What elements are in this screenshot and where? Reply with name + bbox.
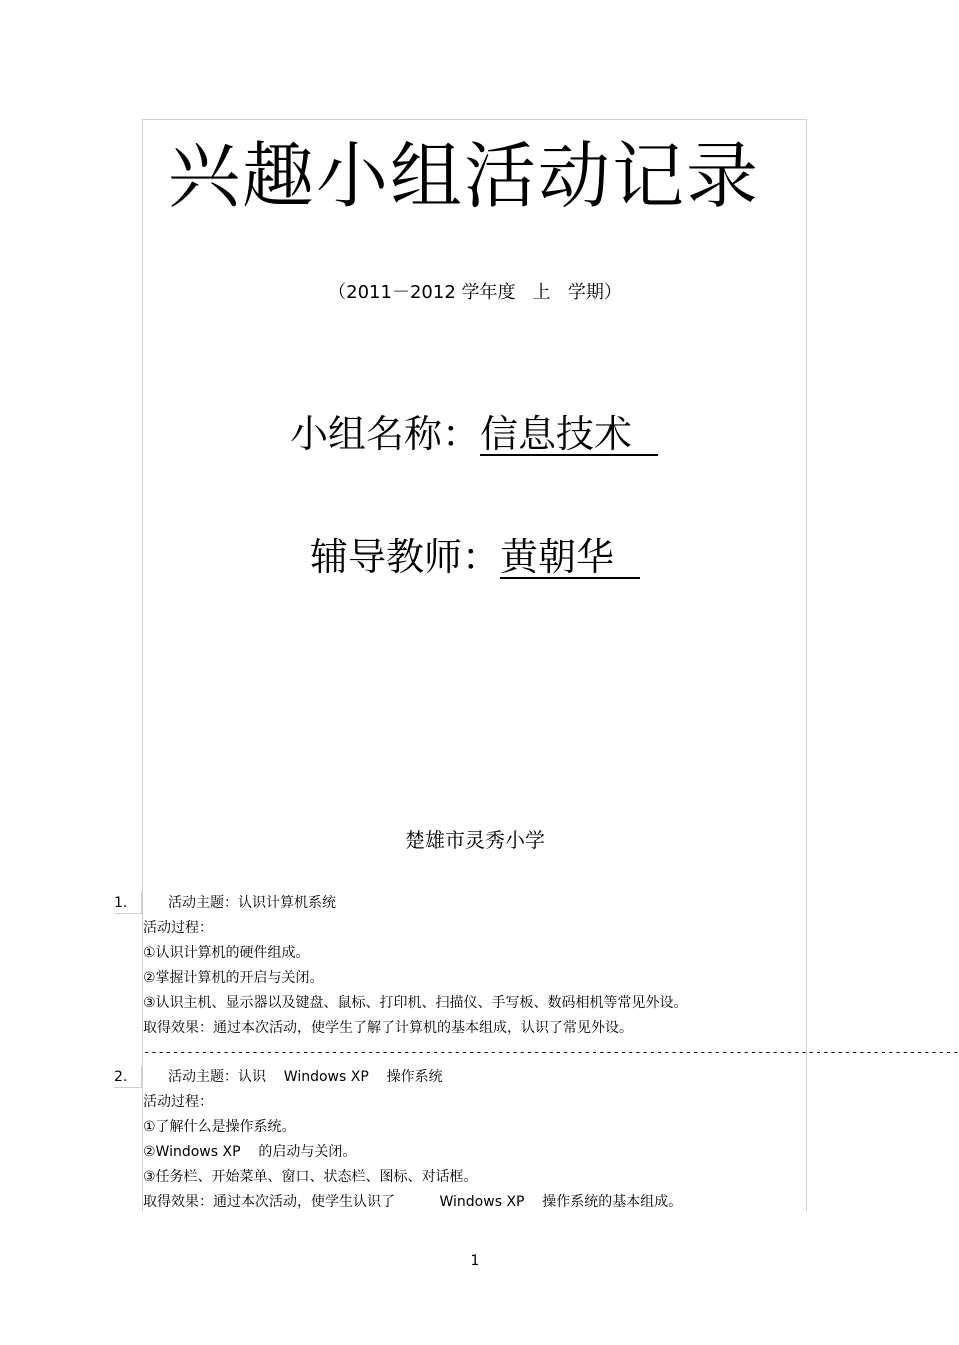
activity-line: 活动过程： <box>143 1094 213 1110</box>
activity-topic: 活动主题：认识计算机系统 <box>168 895 336 911</box>
teacher-row <box>310 533 640 581</box>
group-name-value: 信息技术 <box>480 414 658 456</box>
document-title: 兴趣小组活动记录 <box>168 134 761 218</box>
activity-line: ①了解什么是操作系统。 <box>143 1119 296 1135</box>
activity-block <box>0 1066 950 1215</box>
activity-number: 2. <box>114 1066 142 1088</box>
activity-line: ③任务栏、开始菜单、窗口、状态栏、图标、对话框。 <box>143 1169 478 1185</box>
activity-line: 活动过程： <box>143 920 213 936</box>
activity-line: ②掌握计算机的开启与关闭。 <box>143 970 324 986</box>
school-name: 楚雄市灵秀小学 <box>405 828 545 852</box>
activity-block <box>0 892 950 1041</box>
activity-line: ①认识计算机的硬件组成。 <box>143 945 310 961</box>
group-name-label: 小组名称： <box>290 412 481 456</box>
teacher-value: 黄朝华 <box>500 537 640 579</box>
activity-line: ②Windows XP 的启动与关闭。 <box>143 1144 357 1160</box>
activity-topic: 活动主题：认识 Windows XP 操作系统 <box>168 1069 443 1085</box>
teacher-label: 辅导教师： <box>310 535 501 579</box>
activity-number: 1. <box>114 892 142 914</box>
activity-header <box>0 892 950 916</box>
activity-line: 取得效果：通过本次活动，使学生了解了计算机的基本组成，认识了常见外设。 <box>143 1020 633 1036</box>
activity-line: 取得效果：通过本次活动，使学生认识了 Windows XP 操作系统的基本组成。 <box>143 1194 683 1210</box>
term-line: （2011－2012 学年度 上 学期） <box>328 282 622 303</box>
activity-line: ③认识主机、显示器以及键盘、鼠标、打印机、扫描仪、手写板、数码相机等常见外设。 <box>143 995 688 1011</box>
group-name-row <box>290 410 658 458</box>
page-number: 1 <box>470 1253 480 1269</box>
activity-header <box>0 1066 950 1090</box>
separator-line: ----------------------------------------------------------------------------------------------------------------- <box>143 1045 959 1059</box>
